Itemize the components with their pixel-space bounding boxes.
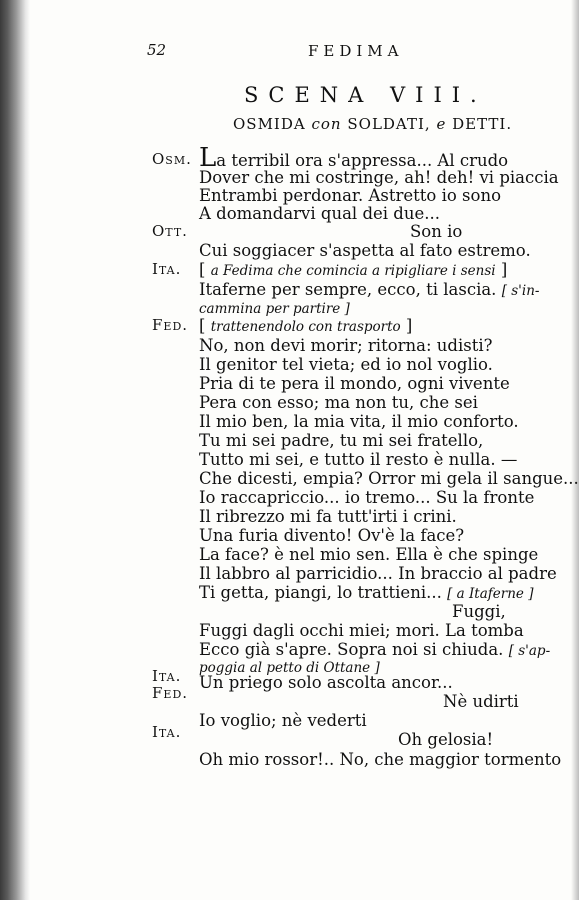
verse-line: Il ribrezzo mi fa tutt'irti i crini.	[199, 507, 457, 526]
stage-text: [ a Itaferne ]	[447, 586, 534, 602]
cast-comma: ,	[424, 115, 431, 133]
verse-line: Fuggi,	[452, 602, 506, 621]
bracket-open: [	[199, 316, 206, 335]
speaker-itaferne: Ita.	[152, 260, 182, 278]
verse-line: Un priego solo ascolta ancor...	[199, 673, 453, 692]
speaker-fedima: Fed.	[152, 684, 189, 702]
stage-text: cammina per partire ]	[199, 301, 350, 317]
stage-direction	[199, 316, 412, 337]
verse-line: Nè udirti	[443, 692, 519, 711]
verse-line: La face? è nel mio sen. Ella è che spinge	[199, 545, 539, 564]
verse-line: A domandarvi qual dei due...	[199, 204, 440, 223]
verse-line: Tu mi sei padre, tu mi sei fratello,	[199, 431, 484, 450]
verse-line	[199, 583, 533, 604]
drop-cap: L	[199, 143, 217, 173]
speaker-itaferne: Ita.	[152, 723, 182, 741]
verse-line: Il genitor tel vieta; ed io nol voglio.	[199, 355, 493, 374]
cast-con: con	[311, 115, 342, 133]
speaker-osmida: Osm.	[152, 150, 192, 168]
verse-text: a terribil ora s'appressa... Al crudo	[216, 151, 509, 170]
verse-line: Son io	[410, 222, 463, 241]
speaker-ottane: Ott.	[152, 222, 188, 240]
stage-text: poggia al petto di Ottane ]	[199, 660, 380, 676]
verse-line: Entrambi perdonar. Astretto io sono	[199, 186, 502, 205]
page-binding-shadow	[0, 0, 30, 900]
running-head: FEDIMA	[308, 42, 404, 60]
verse-line: Io voglio; nè vederti	[199, 711, 367, 730]
page-number: 52	[147, 41, 167, 59]
verse-line: Io raccapriccio... io tremo... Su la fronte	[199, 488, 535, 507]
cast-detti: DETTI.	[452, 115, 513, 133]
verse-text: Ecco già s'apre. Sopra noi si chiuda.	[199, 640, 504, 659]
verse-line: Oh mio rossor!.. No, che maggior tormento	[199, 750, 562, 769]
stage-text: [ s'in-	[501, 283, 540, 299]
stage-direction	[199, 260, 507, 281]
cast-osmida: OSMIDA	[233, 115, 306, 133]
stage-text: a Fedima che comincia a ripigliare i sensi	[210, 263, 496, 279]
stage-text: [ s'ap-	[508, 643, 551, 659]
verse-line: Una furia divento! Ov'è la face?	[199, 526, 465, 545]
verse-line: Pera con esso; ma non tu, che sei	[199, 393, 478, 412]
bracket-open: [	[199, 260, 206, 279]
page-edge-shadow	[571, 0, 579, 900]
bracket-close: ]	[500, 260, 508, 279]
verse-line: No, non devi morir; ritorna: udisti?	[199, 336, 493, 355]
scene-title: SCENA VIII.	[244, 83, 487, 107]
verse-line: Cui soggiacer s'aspetta al fato estremo.	[199, 241, 531, 260]
verse-line: Fuggi dagli occhi miei; mori. La tomba	[199, 621, 524, 640]
speaker-fedima: Fed.	[152, 316, 189, 334]
cast-e: e	[436, 115, 447, 133]
scene-cast	[233, 115, 512, 133]
verse-text: Ti getta, piangi, lo trattieni...	[199, 583, 442, 602]
verse-line: Che dicesti, empia? Orror mi gela il sangue...	[199, 469, 579, 488]
stage-text: trattenendolo con trasporto	[210, 319, 401, 335]
verse-line: Il mio ben, la mia vita, il mio conforto.	[199, 412, 519, 431]
bracket-close: ]	[405, 316, 413, 335]
verse-line: Pria di te pera il mondo, ogni vivente	[199, 374, 510, 393]
verse-text: Itaferne per sempre, ecco, ti lascia.	[199, 280, 497, 299]
speaker-itaferne: Ita.	[152, 667, 182, 685]
verse-line: Tutto mi sei, e tutto il resto è nulla. —	[199, 450, 518, 469]
cast-soldati: SOLDATI	[347, 115, 425, 133]
verse-line: Il labbro al parricidio... In braccio al padre	[199, 564, 557, 583]
verse-line: Dover che mi costringe, ah! deh! vi piaccia	[199, 168, 559, 187]
verse-line: Oh gelosia!	[398, 730, 494, 749]
